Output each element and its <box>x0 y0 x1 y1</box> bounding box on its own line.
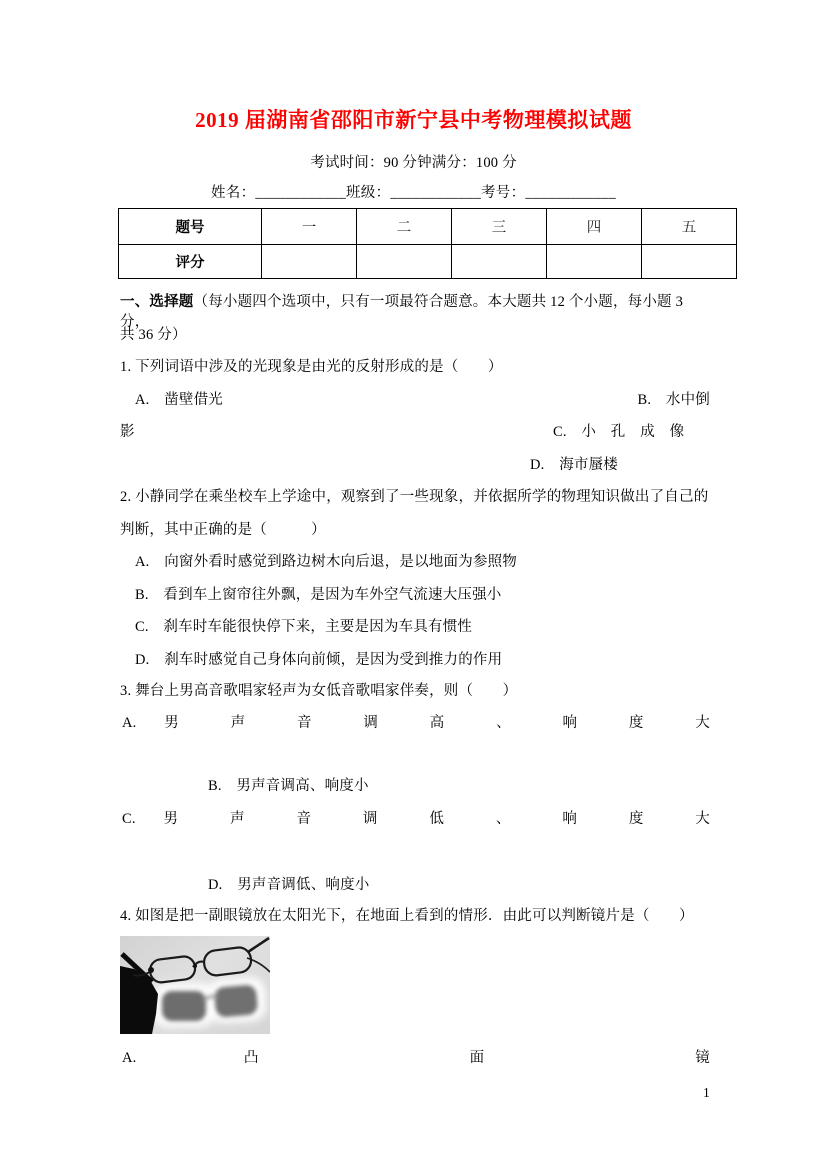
q2-option-b: B. 看到车上窗帘往外飘，是因为车外空气流速大压强小 <box>135 587 502 603</box>
q1-option-b: B. 水中倒 <box>637 392 710 408</box>
student-info-blanks: 姓名：____________班级：____________考号：____________ <box>211 185 616 201</box>
score-table-col-1: 一 <box>262 209 357 245</box>
score-cell-4 <box>547 245 642 279</box>
glasses-shadow-photo <box>120 936 270 1034</box>
q1-option-b-wrap-row <box>120 422 710 442</box>
q1-option-a: A. 凿壁借光 <box>135 392 223 408</box>
section1-heading <box>120 292 712 332</box>
q3-option-d: D. 男声音调低、响度小 <box>208 877 370 893</box>
exam-info-line: 考试时间：90 分钟满分：100 分 <box>310 155 517 171</box>
score-table-col-5: 五 <box>642 209 737 245</box>
score-table-header-label: 题号 <box>119 209 262 245</box>
q1-option-c: C. 小 孔 成 像 <box>553 424 685 440</box>
section1-heading-rest: （每小题四个选项中，只有一项最符合题意。本大题共 12 个小题，每小题 3 分， <box>120 294 684 330</box>
score-table-score-label: 评分 <box>119 245 262 279</box>
page-number: 1 <box>703 1085 710 1100</box>
score-cell-1 <box>262 245 357 279</box>
page-title: 2019 届湖南省邵阳市新宁县中考物理模拟试题 <box>195 108 632 132</box>
score-table-col-2: 二 <box>357 209 452 245</box>
score-table-col-4: 四 <box>547 209 642 245</box>
section1-heading-line2: 共 36 分） <box>120 327 187 343</box>
q4-stem: 4. 如图是把一副眼镜放在太阳光下，在地面上看到的情形．由此可以判断镜片是（ ） <box>120 908 694 924</box>
section1-heading-bold: 一、选择题 <box>120 294 194 310</box>
q2-stem-line2: 判断，其中正确的是（ ） <box>120 522 326 538</box>
q3-option-c: C. 男 声 音 调 低 、 响 度 大 <box>122 811 710 827</box>
score-table-col-3: 三 <box>452 209 547 245</box>
q4-option-a: A. 凸 面 镜 <box>122 1050 710 1066</box>
q3-stem: 3. 舞台上男高音歌唱家轻声为女低音歌唱家伴奏，则（ ） <box>120 683 518 699</box>
q1-option-d: D. 海市蜃楼 <box>530 457 618 473</box>
q1-stem: 1. 下列词语中涉及的光现象是由光的反射形成的是（ ） <box>120 359 503 375</box>
q3-option-a: A. 男 声 音 调 高 、 响 度 大 <box>122 715 710 731</box>
q2-option-a: A. 向窗外看时感觉到路边树木向后退，是以地面为参照物 <box>135 554 517 570</box>
q2-stem-line1: 2. 小静同学在乘坐校车上学途中，观察到了一些现象，并依据所学的物理知识做出了自己的 <box>120 489 709 505</box>
score-table <box>118 208 737 279</box>
q1-option-b-wrap: 影 <box>120 424 135 440</box>
score-cell-5 <box>642 245 737 279</box>
q3-option-b: B. 男声音调高、响度小 <box>208 778 369 794</box>
q1-options-ab <box>120 390 710 410</box>
score-cell-2 <box>357 245 452 279</box>
q2-option-d: D. 刹车时感觉自己身体向前倾，是因为受到推力的作用 <box>135 652 503 668</box>
score-cell-3 <box>452 245 547 279</box>
q2-option-c: C. 刹车时车能很快停下来，主要是因为车具有惯性 <box>135 619 473 635</box>
